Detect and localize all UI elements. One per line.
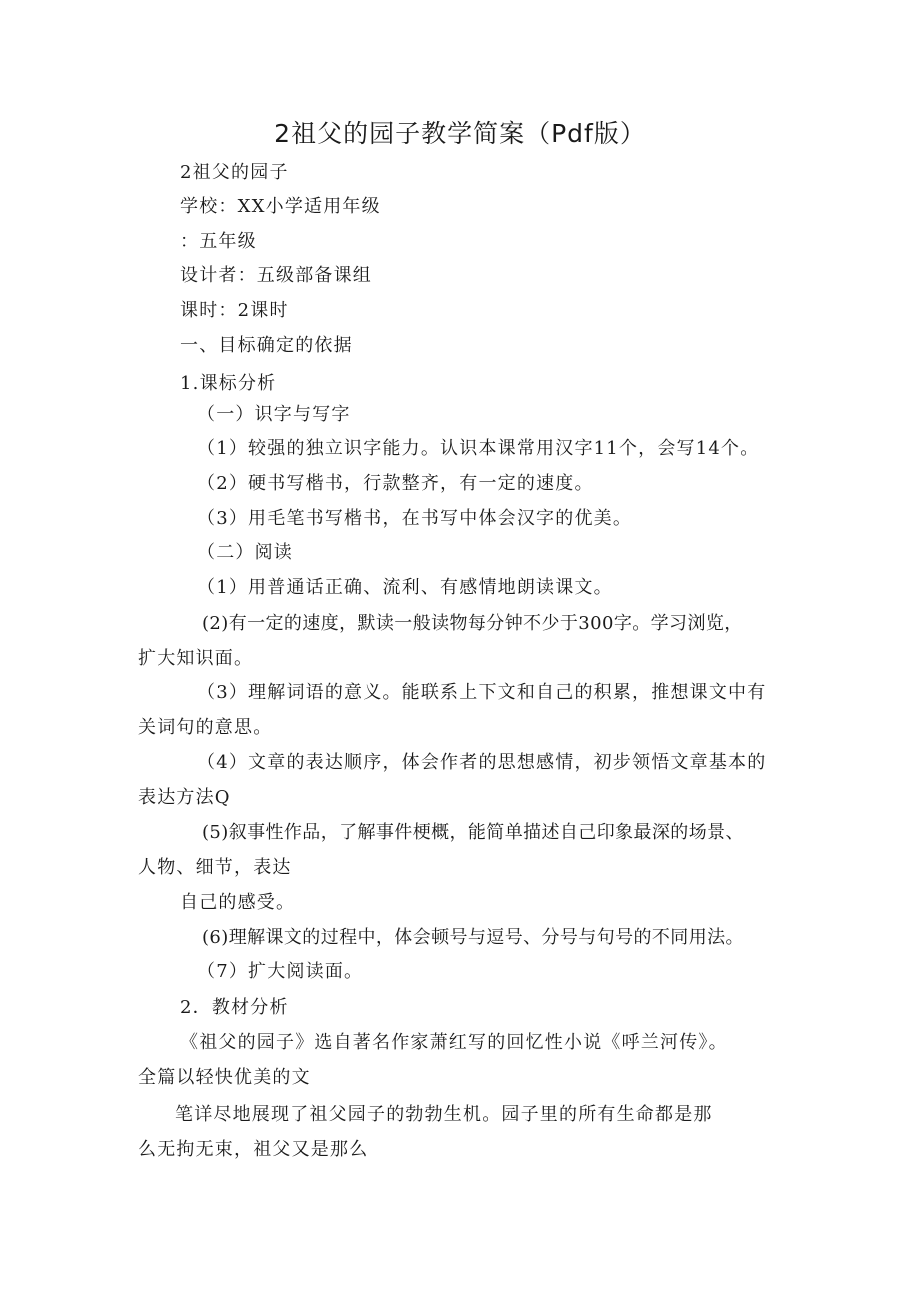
document-title: 2祖父的园子教学简案（Pdf版） xyxy=(274,119,646,148)
text-line: 课时：2课时 xyxy=(180,300,289,321)
text-line: （4）文章的表达顺序，体会作者的思想感情，初步领悟文章基本的 xyxy=(197,752,767,773)
text-line: （一）识字与写字 xyxy=(197,404,351,425)
text-line: 1.课标分析 xyxy=(180,373,277,394)
text-line: （二）阅读 xyxy=(197,542,293,563)
text-line: （1）较强的独立识字能力。认识本课常用汉字11个，会写14个。 xyxy=(197,438,760,459)
text-line: (6)理解课文的过程中，体会顿号与逗号、分号与句号的不同用法。 xyxy=(202,927,744,948)
text-line: 表达方法Q xyxy=(138,787,231,808)
text-line: 学校：XX小学适用年级 xyxy=(180,196,381,217)
text-line: (5)叙事性作品，了解事件梗概，能简单描述自己印象最深的场景、 xyxy=(202,822,744,843)
text-line: 关词句的意思。 xyxy=(138,717,273,738)
text-line: 自己的感受。 xyxy=(180,892,296,913)
text-line: 一、目标确定的依据 xyxy=(180,335,353,356)
text-line: 《祖父的园子》选自著名作家萧红写的回忆性小说《呼兰河传》。 xyxy=(180,1032,728,1053)
text-line: 2．教材分析 xyxy=(180,997,289,1018)
text-line: ：五年级 xyxy=(180,231,257,252)
text-line: （2）硬书写楷书，行款整齐，有一定的速度。 xyxy=(197,473,594,494)
text-line: 2祖父的园子 xyxy=(180,162,289,183)
text-line: （1）用普通话正确、流利、有感情地朗读课文。 xyxy=(197,577,613,598)
text-line: (2)有一定的速度，默读一般读物每分钟不少于300字。学习浏览， xyxy=(202,613,743,634)
text-line: 笔详尽地展现了祖父园子的勃勃生机。园子里的所有生命都是那 xyxy=(175,1104,713,1125)
text-line: （3）理解词语的意义。能联系上下文和自己的积累，推想课文中有 xyxy=(197,682,767,703)
text-line: （7）扩大阅读面。 xyxy=(197,961,364,982)
text-line: 全篇以轻快优美的文 xyxy=(138,1067,311,1088)
text-line: 么无拘无束，祖父又是那么 xyxy=(138,1139,369,1160)
text-line: 扩大知识面。 xyxy=(138,648,254,669)
text-line: 设计者：五级部备课组 xyxy=(180,265,372,286)
text-line: （3）用毛笔书写楷书，在书写中体会汉字的优美。 xyxy=(197,508,633,529)
text-line: 人物、细节，表达 xyxy=(138,857,292,878)
